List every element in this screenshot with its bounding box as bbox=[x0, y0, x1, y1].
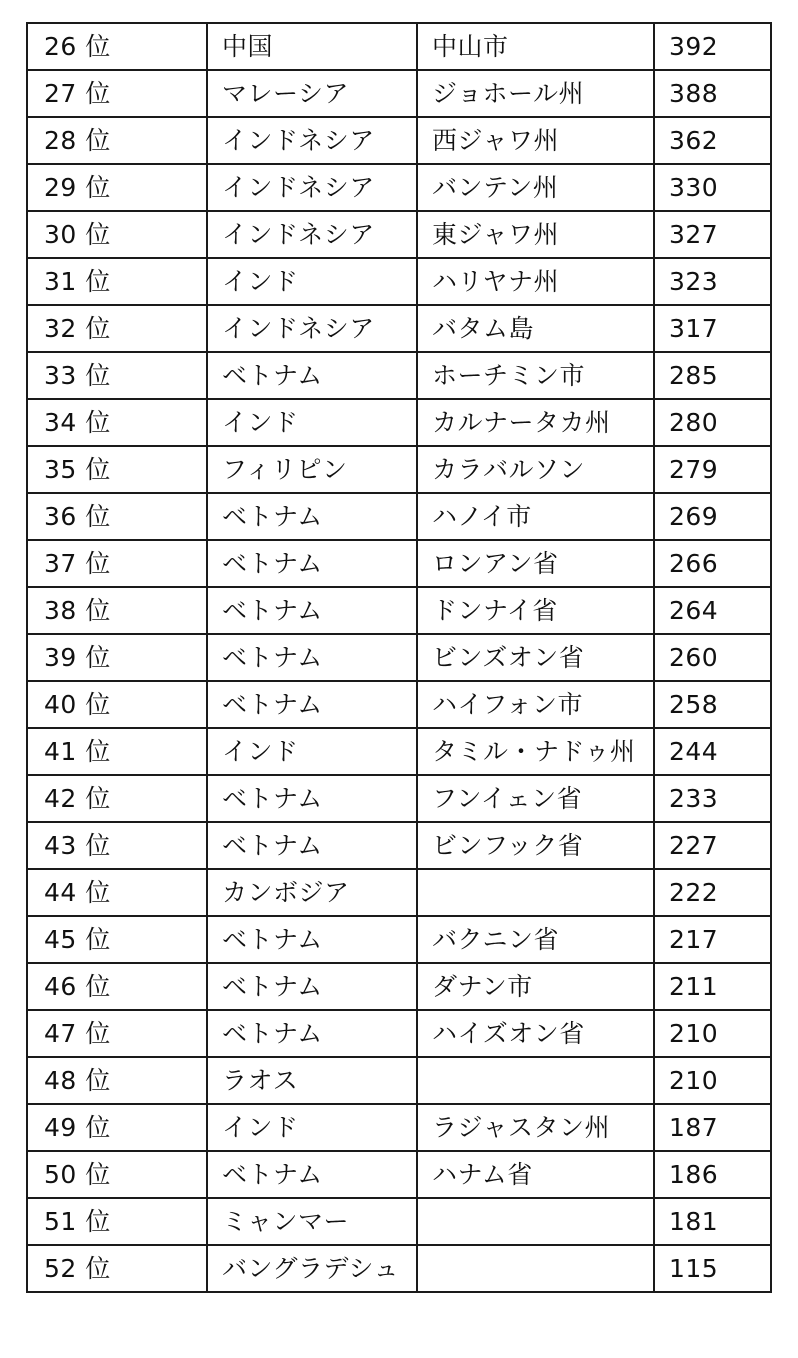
table-row bbox=[27, 1151, 771, 1198]
country-cell: ベトナム bbox=[207, 634, 417, 681]
table-row bbox=[27, 352, 771, 399]
rank-cell: 34 位 bbox=[27, 399, 207, 446]
value-cell: 269 bbox=[654, 493, 771, 540]
region-cell bbox=[417, 1057, 654, 1104]
region-cell: ビンフック省 bbox=[417, 822, 654, 869]
value-cell: 217 bbox=[654, 916, 771, 963]
region-cell: フンイェン省 bbox=[417, 775, 654, 822]
rank-cell: 51 位 bbox=[27, 1198, 207, 1245]
rank-cell: 52 位 bbox=[27, 1245, 207, 1292]
value-cell: 280 bbox=[654, 399, 771, 446]
region-cell: ダナン市 bbox=[417, 963, 654, 1010]
value-cell: 186 bbox=[654, 1151, 771, 1198]
value-cell: 330 bbox=[654, 164, 771, 211]
table-row bbox=[27, 822, 771, 869]
table-row bbox=[27, 1245, 771, 1292]
country-cell: ラオス bbox=[207, 1057, 417, 1104]
country-cell: ベトナム bbox=[207, 493, 417, 540]
region-cell: 西ジャワ州 bbox=[417, 117, 654, 164]
value-cell: 285 bbox=[654, 352, 771, 399]
country-cell: フィリピン bbox=[207, 446, 417, 493]
rank-cell: 41 位 bbox=[27, 728, 207, 775]
value-cell: 258 bbox=[654, 681, 771, 728]
region-cell: 中山市 bbox=[417, 23, 654, 70]
rank-cell: 33 位 bbox=[27, 352, 207, 399]
country-cell: ベトナム bbox=[207, 587, 417, 634]
rank-cell: 43 位 bbox=[27, 822, 207, 869]
value-cell: 244 bbox=[654, 728, 771, 775]
table-row bbox=[27, 775, 771, 822]
rank-cell: 28 位 bbox=[27, 117, 207, 164]
table-row bbox=[27, 540, 771, 587]
rank-cell: 39 位 bbox=[27, 634, 207, 681]
region-cell: バンテン州 bbox=[417, 164, 654, 211]
ranking-table-body bbox=[27, 23, 771, 1292]
country-cell: インドネシア bbox=[207, 305, 417, 352]
value-cell: 115 bbox=[654, 1245, 771, 1292]
table-row bbox=[27, 258, 771, 305]
region-cell: ハリヤナ州 bbox=[417, 258, 654, 305]
rank-cell: 32 位 bbox=[27, 305, 207, 352]
value-cell: 222 bbox=[654, 869, 771, 916]
value-cell: 362 bbox=[654, 117, 771, 164]
value-cell: 392 bbox=[654, 23, 771, 70]
table-row bbox=[27, 634, 771, 681]
table-row bbox=[27, 681, 771, 728]
region-cell: ハイフォン市 bbox=[417, 681, 654, 728]
country-cell: ベトナム bbox=[207, 916, 417, 963]
region-cell bbox=[417, 1245, 654, 1292]
value-cell: 264 bbox=[654, 587, 771, 634]
table-row bbox=[27, 1198, 771, 1245]
region-cell: タミル・ナドゥ州 bbox=[417, 728, 654, 775]
rank-cell: 42 位 bbox=[27, 775, 207, 822]
country-cell: ベトナム bbox=[207, 1151, 417, 1198]
region-cell: カルナータカ州 bbox=[417, 399, 654, 446]
country-cell: インドネシア bbox=[207, 117, 417, 164]
value-cell: 260 bbox=[654, 634, 771, 681]
value-cell: 187 bbox=[654, 1104, 771, 1151]
country-cell: バングラデシュ bbox=[207, 1245, 417, 1292]
rank-cell: 26 位 bbox=[27, 23, 207, 70]
rank-cell: 31 位 bbox=[27, 258, 207, 305]
table-row bbox=[27, 164, 771, 211]
value-cell: 279 bbox=[654, 446, 771, 493]
rank-cell: 29 位 bbox=[27, 164, 207, 211]
region-cell: ハイズオン省 bbox=[417, 1010, 654, 1057]
value-cell: 388 bbox=[654, 70, 771, 117]
rank-cell: 30 位 bbox=[27, 211, 207, 258]
rank-cell: 46 位 bbox=[27, 963, 207, 1010]
region-cell: バタム島 bbox=[417, 305, 654, 352]
rank-cell: 35 位 bbox=[27, 446, 207, 493]
country-cell: インド bbox=[207, 399, 417, 446]
region-cell: ジョホール州 bbox=[417, 70, 654, 117]
region-cell: 東ジャワ州 bbox=[417, 211, 654, 258]
rank-cell: 27 位 bbox=[27, 70, 207, 117]
rank-cell: 37 位 bbox=[27, 540, 207, 587]
ranking-table bbox=[26, 22, 772, 1293]
table-row bbox=[27, 1057, 771, 1104]
rank-cell: 49 位 bbox=[27, 1104, 207, 1151]
country-cell: ベトナム bbox=[207, 775, 417, 822]
table-row bbox=[27, 23, 771, 70]
rank-cell: 38 位 bbox=[27, 587, 207, 634]
rank-cell: 40 位 bbox=[27, 681, 207, 728]
country-cell: ベトナム bbox=[207, 540, 417, 587]
value-cell: 211 bbox=[654, 963, 771, 1010]
table-row bbox=[27, 869, 771, 916]
rank-cell: 45 位 bbox=[27, 916, 207, 963]
region-cell: ハノイ市 bbox=[417, 493, 654, 540]
table-row bbox=[27, 305, 771, 352]
value-cell: 227 bbox=[654, 822, 771, 869]
country-cell: インドネシア bbox=[207, 211, 417, 258]
region-cell: ビンズオン省 bbox=[417, 634, 654, 681]
table-row bbox=[27, 493, 771, 540]
value-cell: 210 bbox=[654, 1010, 771, 1057]
country-cell: インド bbox=[207, 258, 417, 305]
region-cell: ホーチミン市 bbox=[417, 352, 654, 399]
table-row bbox=[27, 70, 771, 117]
region-cell: ドンナイ省 bbox=[417, 587, 654, 634]
country-cell: ミャンマー bbox=[207, 1198, 417, 1245]
table-row bbox=[27, 728, 771, 775]
country-cell: 中国 bbox=[207, 23, 417, 70]
table-row bbox=[27, 211, 771, 258]
value-cell: 327 bbox=[654, 211, 771, 258]
country-cell: インド bbox=[207, 728, 417, 775]
table-row bbox=[27, 399, 771, 446]
country-cell: ベトナム bbox=[207, 822, 417, 869]
table-row bbox=[27, 916, 771, 963]
rank-cell: 36 位 bbox=[27, 493, 207, 540]
ranking-table-container bbox=[26, 22, 772, 1293]
rank-cell: 44 位 bbox=[27, 869, 207, 916]
table-row bbox=[27, 117, 771, 164]
country-cell: ベトナム bbox=[207, 352, 417, 399]
country-cell: マレーシア bbox=[207, 70, 417, 117]
value-cell: 323 bbox=[654, 258, 771, 305]
country-cell: カンボジア bbox=[207, 869, 417, 916]
rank-cell: 48 位 bbox=[27, 1057, 207, 1104]
value-cell: 266 bbox=[654, 540, 771, 587]
rank-cell: 47 位 bbox=[27, 1010, 207, 1057]
rank-cell: 50 位 bbox=[27, 1151, 207, 1198]
region-cell bbox=[417, 1198, 654, 1245]
value-cell: 317 bbox=[654, 305, 771, 352]
value-cell: 210 bbox=[654, 1057, 771, 1104]
country-cell: インドネシア bbox=[207, 164, 417, 211]
region-cell: バクニン省 bbox=[417, 916, 654, 963]
country-cell: ベトナム bbox=[207, 681, 417, 728]
value-cell: 233 bbox=[654, 775, 771, 822]
value-cell: 181 bbox=[654, 1198, 771, 1245]
country-cell: ベトナム bbox=[207, 963, 417, 1010]
country-cell: インド bbox=[207, 1104, 417, 1151]
table-row bbox=[27, 587, 771, 634]
table-row bbox=[27, 1010, 771, 1057]
region-cell bbox=[417, 869, 654, 916]
region-cell: ラジャスタン州 bbox=[417, 1104, 654, 1151]
region-cell: カラバルソン bbox=[417, 446, 654, 493]
table-row bbox=[27, 446, 771, 493]
table-row bbox=[27, 1104, 771, 1151]
region-cell: ロンアン省 bbox=[417, 540, 654, 587]
table-row bbox=[27, 963, 771, 1010]
region-cell: ハナム省 bbox=[417, 1151, 654, 1198]
country-cell: ベトナム bbox=[207, 1010, 417, 1057]
